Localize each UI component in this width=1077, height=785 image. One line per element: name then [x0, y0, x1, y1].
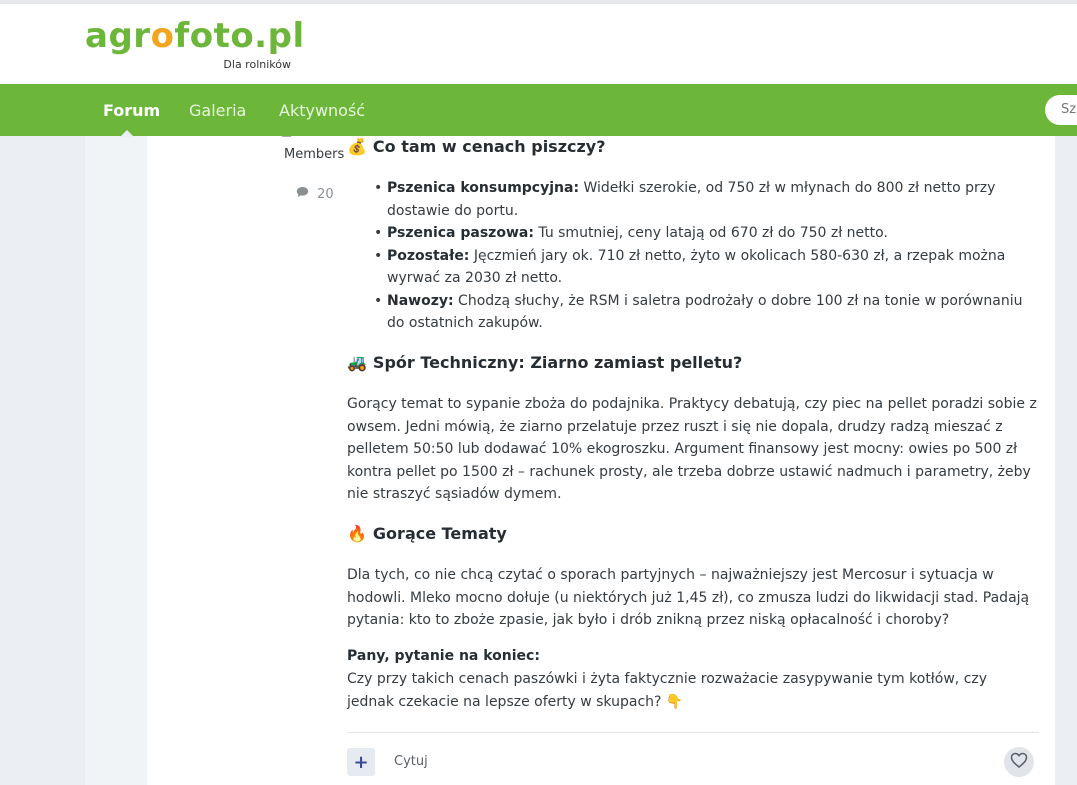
actions-divider [347, 732, 1039, 733]
nav-activity[interactable]: Aktywność [279, 101, 366, 120]
active-nav-indicator [120, 130, 134, 137]
nav-forum[interactable]: Forum [103, 101, 161, 120]
fire-icon: 🔥 [347, 524, 367, 543]
list-item [347, 222, 1041, 245]
multiquote-button[interactable]: + [347, 748, 375, 776]
search-input[interactable] [1061, 102, 1077, 117]
list-item [347, 177, 1041, 222]
question-label: Pany, pytanie na koniec: [347, 648, 540, 664]
search-box [1045, 95, 1077, 125]
heart-icon [1010, 752, 1028, 772]
quote-button[interactable]: Cytuj [394, 754, 428, 769]
heading-prices-text: Co tam w cenach piszczy? [372, 137, 606, 156]
heading-prices [347, 137, 606, 156]
site-logo[interactable] [85, 16, 305, 76]
list-item-label: Pozostałe: [387, 247, 470, 264]
main-nav [0, 84, 1077, 136]
list-item-text: Chodzą słuchy, że RSM i saletra podrożały o dobre 100 zł na tonie w porównaniu do ostatnich zakupów. [387, 292, 1023, 331]
heading-technical [347, 353, 742, 372]
list-item-text: Widełki szerokie, od 750 zł w młynach do 800 zł netto przy dostawie do portu. [387, 180, 996, 219]
site-header [0, 0, 1077, 84]
price-list [347, 177, 1041, 335]
like-button[interactable] [1004, 747, 1034, 777]
paragraph-hot-topics: Dla tych, co nie chcą czytać o sporach partyjnych – najważniejszy jest Mercosur i sytuacja w hodowli. Mleko mocno dołuje (u niektórych już 1,45 zł), co zmusza ludzi do likwidacji stad. Padają pytania: kto to zboże zpasie, jak było i drób znikną przez niską opłacalność i choroby? [347, 567, 1030, 628]
author-post-count[interactable] [296, 186, 334, 202]
logo-tagline: Dla rolników [223, 58, 291, 71]
money-bag-icon: 💰 [347, 137, 367, 156]
list-item-label: Pszenica paszowa: [387, 225, 534, 241]
nav-gallery[interactable]: Galeria [189, 101, 247, 120]
post-count-value: 20 [317, 187, 334, 202]
heading-technical-text: Spór Techniczny: Ziarno zamiast pelletu? [372, 353, 743, 372]
list-item-label: Pszenica konsumpcyjna: [387, 180, 580, 196]
heading-hot-topics-text: Gorące Tematy [372, 524, 507, 543]
list-item-label: Nawozy: [387, 292, 454, 309]
list-item [347, 245, 1041, 290]
heading-hot-topics [347, 524, 507, 543]
tractor-icon: 🚜 [347, 353, 367, 372]
paragraph-technical: Gorący temat to sypanie zboża do podajnika. Praktycy debatują, czy piec na pellet poradzi sobie z owsem. Jedni mówią, że ziarno przelatuje przez ruszt i się nie dopala, drudzy radzą mieszać z pelletem 50:50 lub dodawać 10% ekogroszku. Argument finansowy jest mocny: owies po 500 zł kontra pellet po 1500 zł – rachunek prosty, ale trzeba dobrze ustawić nadmuch i parametry, żeby nie straszyć sąsiadów dymem. [347, 396, 1037, 502]
question-text: Czy przy takich cenach paszówki i żyta faktycznie rozważacie zasypywanie tym kotłów, czy jednak czekacie na lepsze oferty w skupach? 👇 [347, 671, 988, 710]
list-item-text: Jęczmień jary ok. 710 zł netto, żyto w okolicach 580-630 zł, a rzepak można wyrwać za 2030 zł netto. [387, 247, 1006, 286]
author-group: Members [284, 147, 345, 162]
comment-icon [296, 187, 313, 202]
list-item-text: Tu smutniej, ceny latają od 670 zł do 750 zł netto. [533, 225, 888, 241]
logo-wordmark: agrofoto.pl [85, 16, 305, 56]
list-item [347, 290, 1041, 335]
